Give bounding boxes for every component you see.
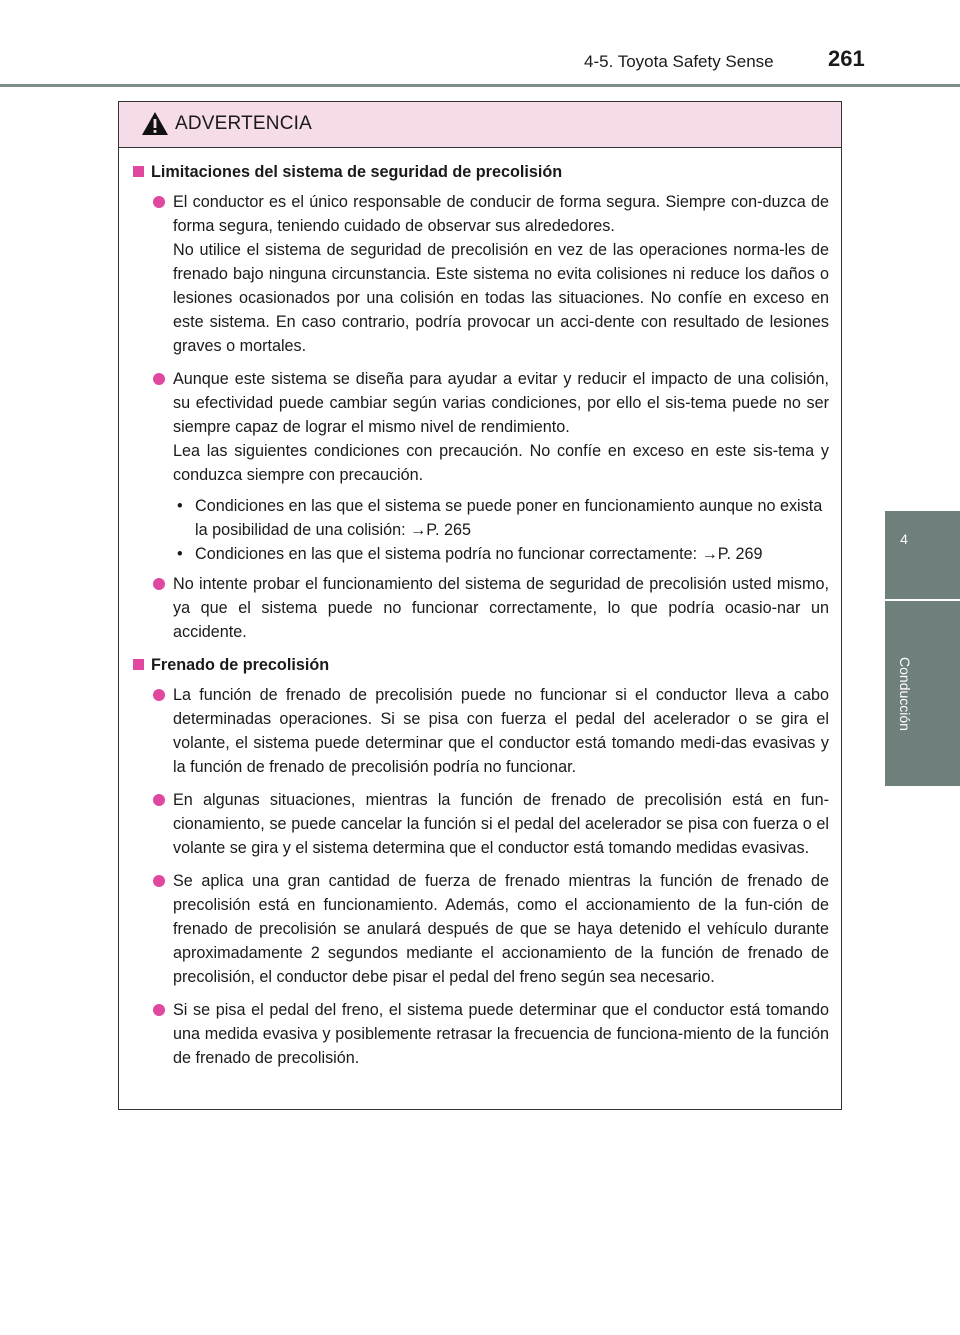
bullet-paragraph: Si se pisa el pedal del freno, el sistema puede determinar que el conductor está tomando una medida evasiva y posiblemente retrasar la frecuencia de funciona-miento de la función de frenado de precolisión.: [173, 1001, 829, 1067]
bullet-item: [133, 998, 829, 1070]
bullet-dot-icon: [153, 689, 165, 701]
sub-list: [133, 494, 829, 566]
bullet-dot-icon: [153, 196, 165, 208]
header-rule: [0, 84, 960, 87]
chapter-label: Conducción: [897, 657, 913, 731]
bullet-dot-icon: [153, 794, 165, 806]
bullet-dot-icon: [153, 373, 165, 385]
side-band-label: [897, 657, 913, 731]
warning-triangle-icon: [141, 111, 169, 136]
warning-body: [119, 148, 841, 1070]
side-tab-chapter[interactable]: [885, 511, 960, 599]
bullet-item: [133, 869, 829, 989]
bullet-paragraph: En algunas situaciones, mientras la función de frenado de precolisión está en fun-cionamiento, se puede cancelar la función si el pedal del acelerador se pisa con fuerza o el volante se gira y el sistema determina que el conductor está tomando medidas evasivas.: [173, 791, 829, 857]
bullet-paragraph: No intente probar el funcionamiento del sistema de seguridad de precolisión usted mismo, ya que el sistema puede no funcionar correctamente, lo que podría ocasio-nar un accidente.: [173, 575, 829, 641]
bullet-paragraph: La función de frenado de precolisión puede no funcionar si el conductor lleva a cabo determinadas operaciones. Si se pisa con fuerza el pedal del acelerador o se gira el volante, el sistema puede determinar que el conductor está tomando medi-das evasivas y la función de frenado de precolisión podría no funcionar.: [173, 686, 829, 776]
bullet-paragraph: No utilice el sistema de seguridad de precolisión en vez de las operaciones norma-les de frenado bajo ninguna circunstancia. Este sistema no evita colisiones ni reduce los daños o lesiones ocasionados por una colisión en todas las situaciones. No confíe en exceso en este sistema. En caso contrario, podría provocar un acci-dente con resultado de lesiones graves o mortales.: [173, 241, 829, 355]
bullet-item: [133, 190, 829, 358]
bullet-dot-icon: [153, 1004, 165, 1016]
section-heading: Limitaciones del sistema de seguridad de precolisión: [133, 160, 829, 184]
side-tab-number: 4: [900, 531, 908, 547]
sub-item: • Condiciones en las que el sistema podría no funcionar correctamente: →P. 269: [133, 542, 829, 566]
bullet-dot-icon: [153, 578, 165, 590]
page-number: 261: [828, 46, 865, 71]
header-section-title: 4-5. Toyota Safety Sense: [584, 52, 774, 71]
section-heading: Frenado de precolisión: [133, 653, 829, 677]
bullet-paragraph: Lea las siguientes condiciones con precaución. No confíe en exceso en este sis-tema y conduzca siempre con precaución.: [173, 442, 829, 484]
bullet-item: [133, 788, 829, 860]
warning-header: [119, 102, 841, 148]
bullet-item: [133, 683, 829, 779]
bullet-item: [133, 367, 829, 487]
warning-box: [118, 101, 842, 1110]
bullet-item: [133, 572, 829, 644]
bullet-dot-icon: [153, 875, 165, 887]
warning-title: ADVERTENCIA: [175, 113, 312, 134]
bullet-paragraph: El conductor es el único responsable de conducir de forma segura. Siempre con-duzca de forma segura, teniendo cuidado de observar sus alrededores.: [173, 193, 829, 235]
bullet-paragraph: Se aplica una gran cantidad de fuerza de frenado mientras la función de frenado de precolisión está en funcionamiento. Además, como el accionamiento de la fun-ción de frenado de precolisión se anulará después de que se haya detenido el vehículo durante aproximadamente 2 segundos mediante el accionamiento de la función de frenado de precolisión, el conductor debe pisar el pedal del freno según sea necesario.: [173, 872, 829, 986]
bullet-paragraph: Aunque este sistema se diseña para ayudar a evitar y reducir el impacto de una colisión, su efectividad puede cambiar según varias condiciones, por ello el sis-tema puede no ser siempre capaz de lograr el mismo nivel de rendimiento.: [173, 370, 829, 436]
sub-item: • Condiciones en las que el sistema se puede poner en funcionamiento aunque no exista la posibilidad de una colisión: →P. 265: [133, 494, 829, 542]
